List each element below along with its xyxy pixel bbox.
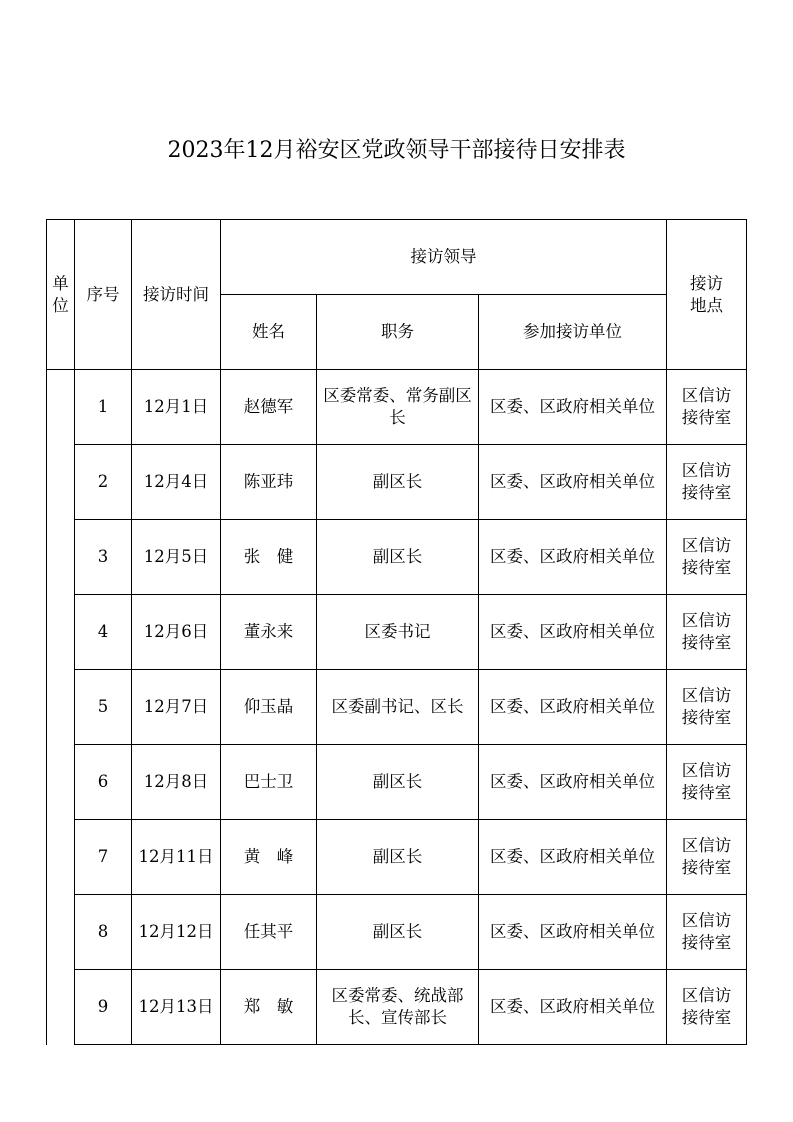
location-cell: 区信访接待室 (667, 370, 747, 445)
date-cell: 12月12日 (132, 895, 221, 970)
date-cell: 12月8日 (132, 745, 221, 820)
position-cell: 副区长 (317, 820, 479, 895)
name-cell: 巴士卫 (221, 745, 317, 820)
header-leaders: 接访领导 (221, 220, 667, 295)
position-cell: 副区长 (317, 520, 479, 595)
date-cell: 12月5日 (132, 520, 221, 595)
table-row (47, 520, 747, 595)
date-cell: 12月6日 (132, 595, 221, 670)
page-title: 2023年12月裕安区党政领导干部接待日安排表 (167, 138, 626, 163)
seq-cell: 8 (75, 895, 132, 970)
header-name: 姓名 (221, 295, 317, 370)
date-cell: 12月13日 (132, 970, 221, 1045)
position-cell: 区委书记 (317, 595, 479, 670)
position-cell: 区委常委、统战部长、宣传部长 (317, 970, 479, 1045)
table-row (47, 745, 747, 820)
seq-cell: 9 (75, 970, 132, 1045)
name-cell: 任其平 (221, 895, 317, 970)
header-time: 接访时间 (132, 220, 221, 370)
name-cell: 仰玉晶 (221, 670, 317, 745)
position-cell: 区委副书记、区长 (317, 670, 479, 745)
table-row (47, 370, 747, 445)
position-cell: 副区长 (317, 895, 479, 970)
date-cell: 12月7日 (132, 670, 221, 745)
units-cell: 区委、区政府相关单位 (479, 820, 667, 895)
name-cell: 黄 峰 (221, 820, 317, 895)
date-cell: 12月1日 (132, 370, 221, 445)
position-cell: 副区长 (317, 445, 479, 520)
location-cell: 区信访接待室 (667, 520, 747, 595)
unit-cell (47, 370, 75, 1045)
table-row (47, 595, 747, 670)
header-unit: 单位 (47, 220, 75, 370)
units-cell: 区委、区政府相关单位 (479, 595, 667, 670)
table-row (47, 445, 747, 520)
seq-cell: 5 (75, 670, 132, 745)
location-cell: 区信访接待室 (667, 895, 747, 970)
table-row (47, 670, 747, 745)
seq-cell: 4 (75, 595, 132, 670)
header-location: 接访地点 (667, 220, 747, 370)
units-cell: 区委、区政府相关单位 (479, 745, 667, 820)
position-cell: 副区长 (317, 745, 479, 820)
header-row-1 (47, 220, 747, 295)
date-cell: 12月11日 (132, 820, 221, 895)
units-cell: 区委、区政府相关单位 (479, 895, 667, 970)
header-seq: 序号 (75, 220, 132, 370)
units-cell: 区委、区政府相关单位 (479, 520, 667, 595)
table-row (47, 895, 747, 970)
name-cell: 郑 敏 (221, 970, 317, 1045)
units-cell: 区委、区政府相关单位 (479, 370, 667, 445)
location-cell: 区信访接待室 (667, 445, 747, 520)
location-cell: 区信访接待室 (667, 595, 747, 670)
seq-cell: 7 (75, 820, 132, 895)
name-cell: 董永来 (221, 595, 317, 670)
location-cell: 区信访接待室 (667, 970, 747, 1045)
position-cell: 区委常委、常务副区长 (317, 370, 479, 445)
location-cell: 区信访接待室 (667, 670, 747, 745)
name-cell: 赵德军 (221, 370, 317, 445)
seq-cell: 2 (75, 445, 132, 520)
location-cell: 区信访接待室 (667, 820, 747, 895)
header-position: 职务 (317, 295, 479, 370)
header-units: 参加接访单位 (479, 295, 667, 370)
seq-cell: 1 (75, 370, 132, 445)
name-cell: 陈亚玮 (221, 445, 317, 520)
table-row (47, 820, 747, 895)
seq-cell: 3 (75, 520, 132, 595)
table-row (47, 970, 747, 1045)
reception-schedule-table (46, 219, 747, 1045)
units-cell: 区委、区政府相关单位 (479, 445, 667, 520)
date-cell: 12月4日 (132, 445, 221, 520)
seq-cell: 6 (75, 745, 132, 820)
location-cell: 区信访接待室 (667, 745, 747, 820)
name-cell: 张 健 (221, 520, 317, 595)
units-cell: 区委、区政府相关单位 (479, 970, 667, 1045)
units-cell: 区委、区政府相关单位 (479, 670, 667, 745)
